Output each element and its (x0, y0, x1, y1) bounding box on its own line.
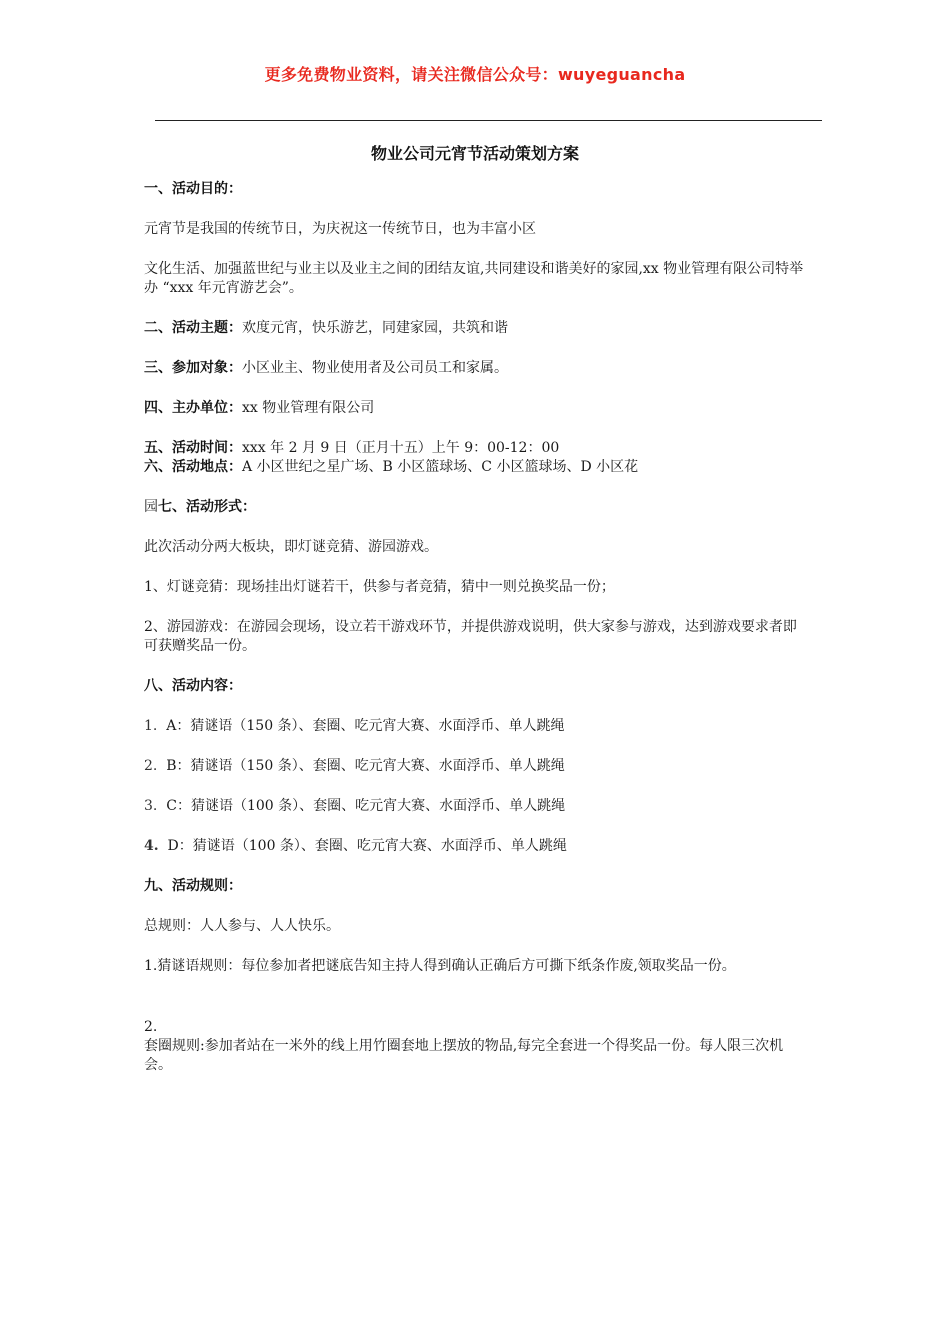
form-prefix: 园 (144, 499, 158, 515)
rules-heading (144, 877, 810, 896)
form-intro: 此次活动分两大板块，即灯谜竞猜、游园游戏。 (144, 539, 438, 555)
content-item-number: 1. (144, 718, 158, 734)
rule-2-number: 2. (144, 1019, 158, 1035)
theme-label: 二、活动主题： (144, 320, 242, 336)
time-line (144, 439, 810, 458)
document-body (144, 180, 810, 1096)
content-item (144, 837, 810, 856)
purpose-paragraph-1: 元宵节是我国的传统节日，为庆祝这一传统节日，也为丰富小区 (144, 221, 536, 237)
theme-text: 欢度元宵，快乐游艺，同建家园，共筑和谐 (242, 320, 508, 336)
content-item-text: A：猜谜语（150 条）、套圈、吃元宵大赛、水面浮币、单人跳绳 (166, 718, 565, 734)
promo-banner: 更多免费物业资料，请关注微信公众号：wuyeguancha (264, 65, 686, 84)
organizer-text: xx 物业管理有限公司 (242, 400, 375, 416)
form-line (144, 498, 810, 517)
content-item-text: B：猜谜语（150 条）、套圈、吃元宵大赛、水面浮币、单人跳绳 (166, 758, 565, 774)
form-item-1: 1、灯谜竞猜：现场挂出灯谜若干，供参与者竞猜，猜中一则兑换奖品一份； (144, 579, 615, 595)
rules-heading-text: 九、活动规则： (144, 878, 242, 894)
content-item-text: C：猜谜语（100 条）、套圈、吃元宵大赛、水面浮币、单人跳绳 (166, 798, 566, 814)
content-item-number: 3. (144, 798, 158, 814)
content-item (144, 717, 810, 736)
time-label: 五、活动时间： (144, 440, 242, 456)
organizer-label: 四、主办单位： (144, 400, 242, 416)
location-line (144, 458, 810, 477)
page-title: 物业公司元宵节活动策划方案 (370, 144, 579, 163)
content-heading-text: 八、活动内容： (144, 678, 242, 694)
organizer-line (144, 399, 810, 418)
target-line (144, 359, 810, 378)
time-text: xxx 年 2 月 9 日（正月十五）上午 9：00-12：00 (242, 440, 560, 456)
location-text: A 小区世纪之星广场、B 小区篮球场、C 小区篮球场、D 小区花 (242, 459, 639, 475)
form-label: 七、活动形式： (158, 499, 256, 515)
rule-2-text: 套圈规则:参加者站在一米外的线上用竹圈套地上摆放的物品,每完全套进一个得奖品一份。每人限三次机会。 (144, 1038, 784, 1073)
content-heading (144, 677, 810, 696)
content-item (144, 797, 810, 816)
content-item-number: 2. (144, 758, 158, 774)
theme-line (144, 319, 810, 338)
content-item-text: D：猜谜语（100 条）、套圈、吃元宵大赛、水面浮币、单人跳绳 (167, 838, 567, 854)
rules-general: 总规则：人人参与、人人快乐。 (144, 918, 340, 934)
content-item (144, 757, 810, 776)
purpose-heading-text: 一、活动目的： (144, 181, 242, 197)
form-item-2: 2、游园游戏：在游园会现场，设立若干游戏环节，并提供游戏说明，供大家参与游戏，达到游戏要求者即可获赠奖品一份。 (144, 619, 797, 654)
purpose-heading (144, 180, 810, 199)
location-label: 六、活动地点： (144, 459, 242, 475)
purpose-paragraph-2: 文化生活、加强蓝世纪与业主以及业主之间的团结友谊,共同建设和谐美好的家园,xx 物业管理有限公司特举办 “xxx 年元宵游艺会”。 (144, 261, 804, 296)
target-label: 三、参加对象： (144, 360, 242, 376)
content-item-number: 4. (144, 838, 159, 854)
rule-1: 1.猜谜语规则：每位参加者把谜底告知主持人得到确认正确后方可撕下纸条作废,领取奖品一份。 (144, 958, 736, 974)
target-text: 小区业主、物业使用者及公司员工和家属。 (242, 360, 508, 376)
header-rule (155, 120, 822, 121)
